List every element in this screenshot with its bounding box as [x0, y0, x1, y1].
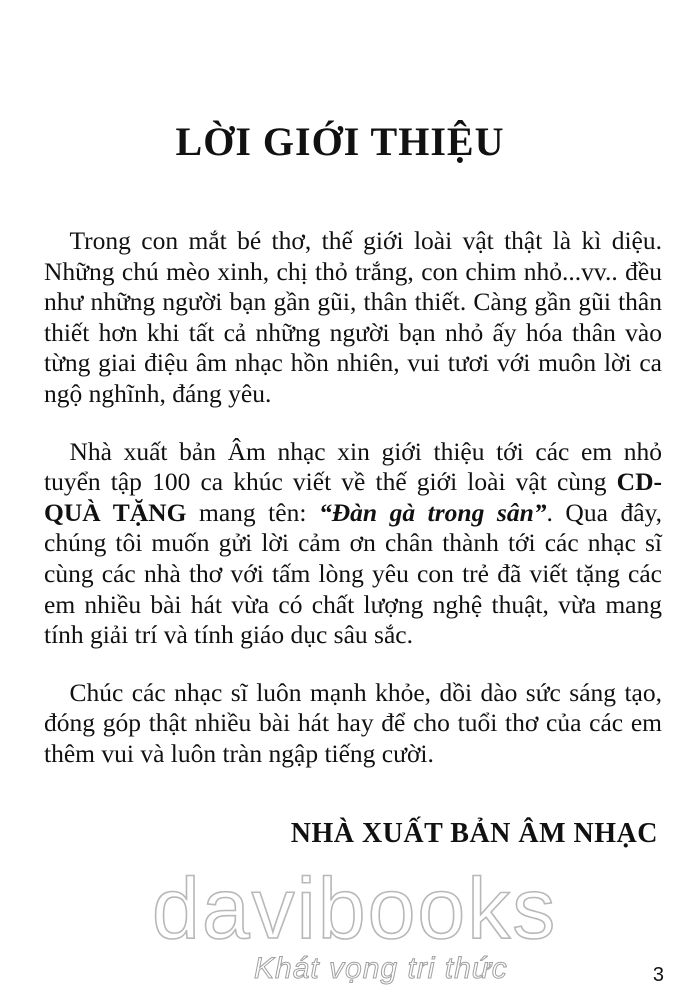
watermark-brand: davibooks	[152, 861, 558, 957]
introduction-body	[44, 226, 662, 797]
paragraph-3-text: Chúc các nhạc sĩ luôn mạnh khỏe, dồi dào sức sáng tạo, đóng góp thật nhiều bài hát hay để cho tuổi thơ của các em thêm vui và luôn tràn ngập tiếng cười.	[44, 677, 662, 768]
paragraph-3	[44, 678, 662, 770]
paragraph-1-text: Trong con mắt bé thơ, thế giới loài vật thật là kì diệu. Những chú mèo xinh, chị thỏ trắng, con chim nhỏ...vv.. đều như những người bạn gần gũi, thân thiết. Càng gần gũi thân thiết hơn khi tất cả những người bạn nhỏ ấy hóa thân vào từng giai điệu âm nhạc hồn nhiên, vui tươi với muôn lời ca ngộ nghĩnh, đáng yêu.	[44, 226, 662, 408]
publisher-signature: NHÀ XUẤT BẢN ÂM NHẠC	[290, 818, 658, 849]
watermark-tagline: Khát vọng tri thức	[254, 952, 508, 985]
paragraph-2-text-b: mang tên:	[198, 497, 307, 527]
paragraph-2	[44, 437, 662, 651]
paragraph-1	[44, 226, 662, 410]
page-title: LỜI GIỚI THIỆU	[175, 119, 505, 164]
album-title: “Đàn gà trong sân”	[318, 497, 547, 527]
page-number: 3	[652, 964, 664, 986]
paragraph-2-text-c: . Qua đây, chúng tôi muốn gửi lời cảm ơn chân thành tới các nhạc sĩ cùng các nhà thơ với tấm lòng yêu con trẻ đã viết tặng các em nhiều bài hát vừa có chất lượng nghệ thuật, vừa mang tính giải trí và tính giáo dục sâu sắc.	[44, 497, 662, 650]
watermark	[152, 861, 558, 996]
cd-gift-label: CD-QUÀ TẶNG	[44, 467, 662, 527]
paragraph-2-text-a: Nhà xuất bản Âm nhạc xin giới thiệu tới các em nhỏ tuyển tập 100 ca khúc viết về thế giới loài vật cùng	[44, 436, 662, 497]
